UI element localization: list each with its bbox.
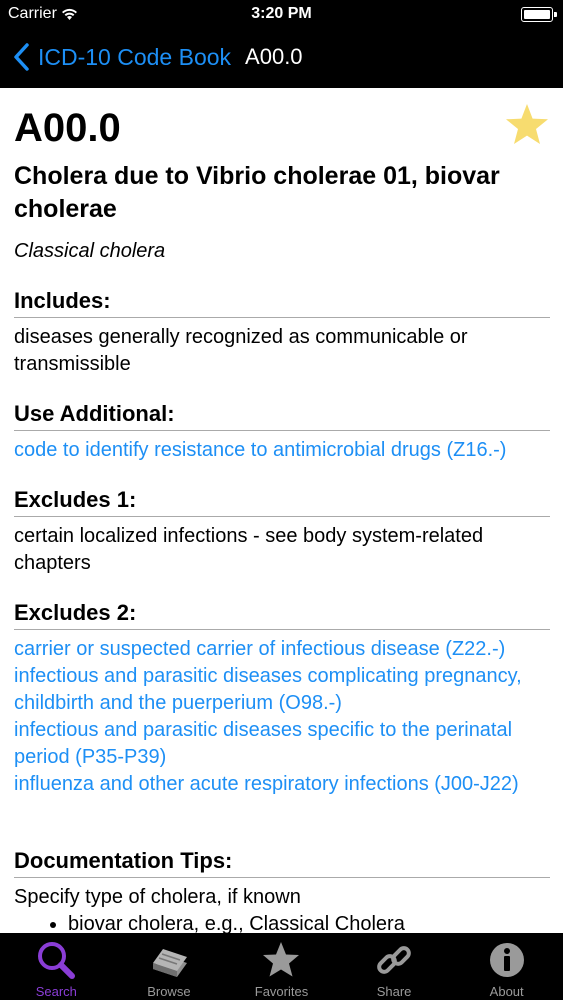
tab-favorites[interactable] xyxy=(225,933,338,1000)
nav-title: A00.0 xyxy=(245,44,303,69)
book-icon xyxy=(147,939,191,981)
excludes1-heading: Excludes 1: xyxy=(14,487,550,517)
tab-search[interactable] xyxy=(0,933,113,1000)
entry-title: Cholera due to Vibrio cholerae 01, biovar cholerae xyxy=(14,162,500,223)
excludes2-link[interactable]: infectious and parasitic diseases complicating pregnancy, childbirth and the puerperium (O98.-) xyxy=(14,665,522,714)
use-additional-heading: Use Additional: xyxy=(14,401,550,431)
battery-icon xyxy=(521,7,553,22)
header xyxy=(0,0,563,88)
entry-subtitle: Classical cholera xyxy=(14,240,166,262)
tab-favorites-label: Favorites xyxy=(254,984,309,999)
tips-list xyxy=(68,911,550,933)
tab-about-label: About xyxy=(489,984,524,999)
includes-section xyxy=(14,288,550,378)
excludes2-section xyxy=(14,600,550,798)
excludes2-link[interactable]: carrier or suspected carrier of infectious disease (Z22.-) xyxy=(14,638,506,660)
tab-share[interactable] xyxy=(338,933,451,1000)
excludes2-link[interactable]: infectious and parasitic diseases specific to the perinatal period (P35-P39) xyxy=(14,719,513,768)
status-time: 3:20 PM xyxy=(251,5,312,22)
back-label: ICD-10 Code Book xyxy=(38,43,232,70)
excludes2-heading: Excludes 2: xyxy=(14,600,550,630)
use-additional-section xyxy=(14,401,550,464)
favorite-star-icon[interactable] xyxy=(503,102,551,148)
navigation-bar xyxy=(0,34,563,80)
excludes2-link[interactable]: influenza and other acute respiratory infections (J00-J22) xyxy=(14,773,519,795)
status-bar xyxy=(0,0,563,30)
tips-bullet: • biovar cholera, e.g., Classical Cholera xyxy=(68,911,550,933)
tab-browse-label: Browse xyxy=(147,984,191,999)
tab-search-label: Search xyxy=(35,984,77,999)
excludes1-text: certain localized infections - see body system-related chapters xyxy=(14,525,484,574)
use-additional-link[interactable]: code to identify resistance to antimicrobial drugs (Z16.-) xyxy=(14,439,507,461)
search-icon xyxy=(34,939,78,981)
tips-text: Specify type of cholera, if known xyxy=(14,886,301,908)
back-button[interactable] xyxy=(12,42,231,72)
chevron-left-icon xyxy=(12,42,32,72)
info-icon xyxy=(485,939,529,981)
includes-heading: Includes: xyxy=(14,288,550,318)
star-icon xyxy=(259,939,303,981)
includes-text: diseases generally recognized as communicable or transmissible xyxy=(14,326,468,375)
entry-content[interactable] xyxy=(0,88,563,933)
tab-about[interactable] xyxy=(450,933,563,1000)
excludes1-section xyxy=(14,487,550,577)
tab-share-label: Share xyxy=(376,984,412,999)
entry-code: A00.0 xyxy=(14,106,121,150)
documentation-tips-section xyxy=(14,848,550,933)
tab-bar xyxy=(0,933,563,1000)
tips-heading: Documentation Tips: xyxy=(14,848,550,878)
tab-browse[interactable] xyxy=(113,933,226,1000)
link-icon xyxy=(372,939,416,981)
carrier-label: Carrier xyxy=(8,5,57,22)
